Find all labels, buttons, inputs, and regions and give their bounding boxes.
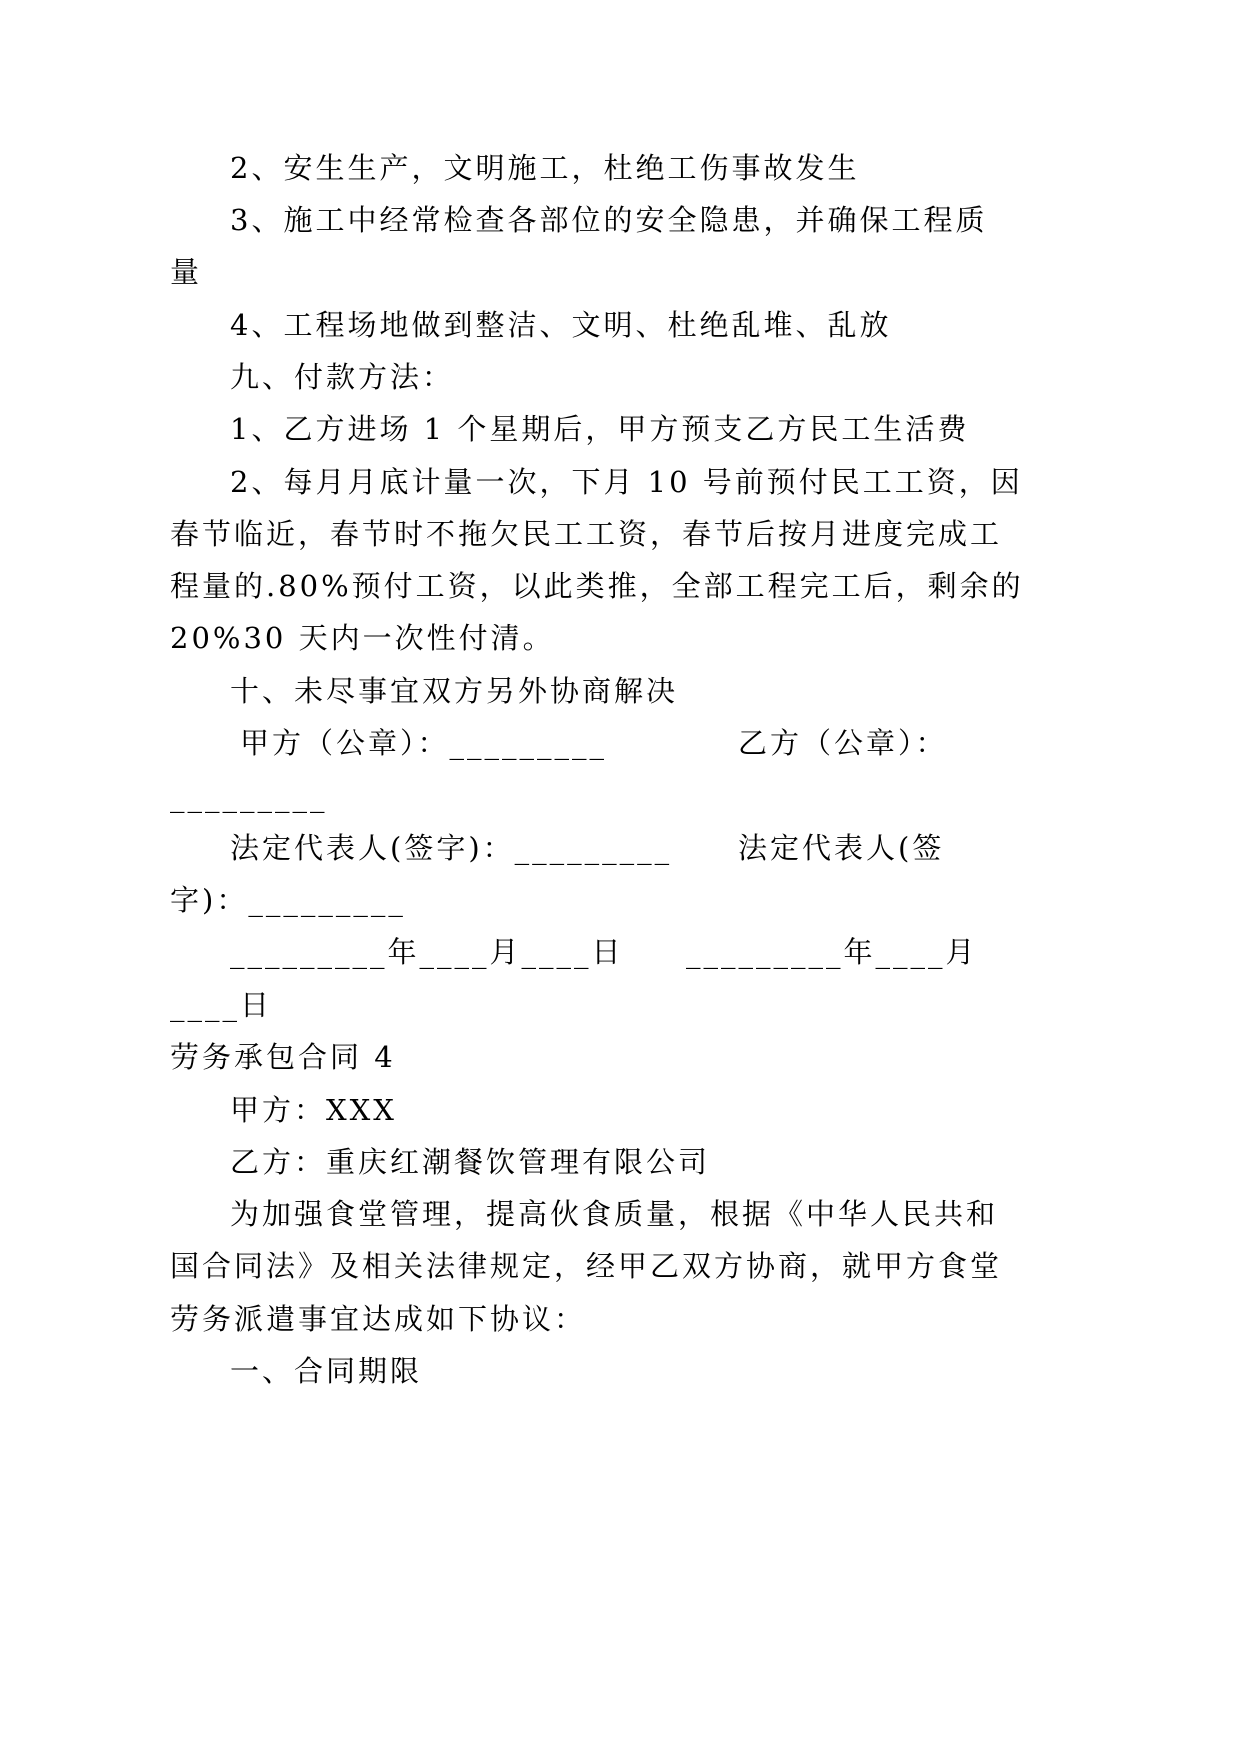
preamble-line-3: 劳务派遣事宜达成如下协议： [170, 1302, 587, 1336]
clause-item-4: 4、工程场地做到整洁、文明、杜绝乱堆、乱放 [230, 308, 892, 342]
payment-item-2-cont-1: 春节临近，春节时不拖欠民工工资，春节后按月进度完成工 [170, 517, 1003, 551]
section-heading-other-matters: 十、未尽事宜双方另外协商解决 [230, 674, 679, 708]
preamble-line-1: 为加强食堂管理，提高伙食质量，根据《中华人民共和 [230, 1197, 999, 1231]
party-b-seal: 乙方（公章）： [738, 726, 948, 760]
contract-title: 劳务承包合同 4 [170, 1040, 396, 1074]
party-a-seal: 甲方（公章）：_________ [240, 726, 608, 760]
section-heading-contract-term: 一、合同期限 [230, 1354, 423, 1388]
payment-item-2-cont-2: 程量的.80%预付工资，以此类推，全部工程完工后，剩余的 [170, 569, 1024, 603]
party-b-representative: 法定代表人(签 [738, 831, 945, 865]
party-a-name: 甲方：XXX [230, 1093, 397, 1127]
section-heading-payment: 九、付款方法： [230, 360, 455, 394]
preamble-line-2: 国合同法》及相关法律规定，经甲乙双方协商，就甲方食堂 [170, 1249, 1003, 1283]
payment-item-1: 1、乙方进场 1 个星期后，甲方预支乙方民工生活费 [230, 412, 970, 446]
party-b-seal-blank: _________ [170, 779, 328, 813]
party-b-name: 乙方：重庆红潮餐饮管理有限公司 [230, 1145, 711, 1179]
party-a-representative: 法定代表人(签字)：_________ [230, 831, 673, 865]
party-b-date: _________年____月 [686, 935, 978, 969]
party-b-representative-cont: 字)：_________ [170, 883, 406, 917]
clause-item-3-cont: 量 [170, 255, 203, 289]
party-a-date: _________年____月____日 [230, 935, 624, 969]
clause-item-3: 3、施工中经常检查各部位的安全隐患，并确保工程质 [230, 203, 988, 237]
payment-item-2-cont-3: 20%30 天内一次性付清。 [170, 621, 555, 655]
payment-item-2: 2、每月月底计量一次，下月 10 号前预付民工工资，因 [230, 465, 1023, 499]
party-b-date-cont: ____日 [170, 988, 273, 1022]
clause-item-2: 2、安生生产，文明施工，杜绝工伤事故发生 [230, 151, 860, 185]
